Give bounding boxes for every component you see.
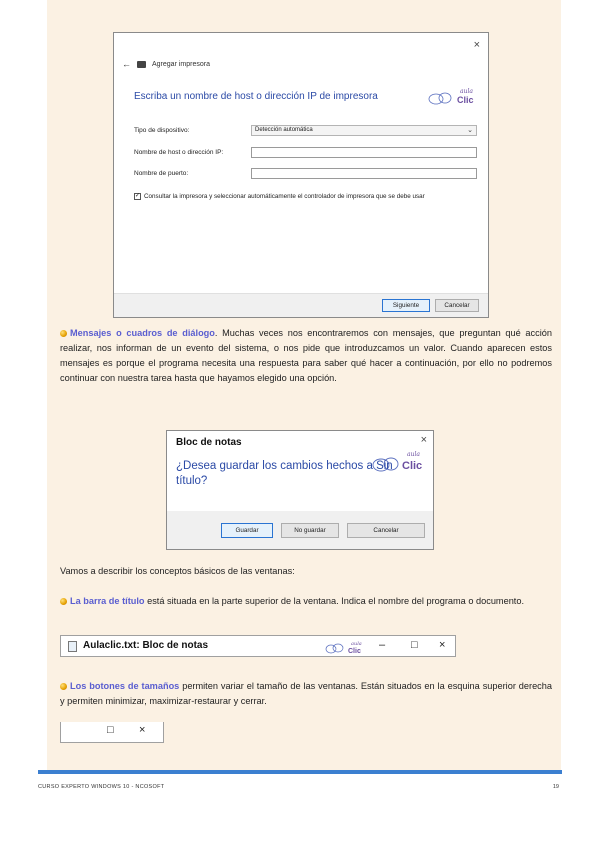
host-input[interactable] — [251, 147, 477, 158]
cancel-button[interactable]: Cancelar — [435, 299, 479, 312]
paragraph-titlebar — [60, 594, 552, 609]
device-type-value: Detección automática — [255, 127, 313, 133]
footer-course: CURSO EXPERTO WINDOWS 10 - NCOSOFT — [38, 784, 165, 790]
window-title: Aulaclic.txt: Bloc de notas — [83, 640, 209, 651]
close-icon[interactable]: × — [139, 724, 146, 736]
paragraph-text: está situada en la parte superior de la ventana. Indica el nombre del programa o documento. — [144, 596, 525, 606]
logo-text-top: aula — [351, 641, 362, 647]
paragraph-text: permiten variar el tamaño de las ventanas. Están situados en la esquina superior derecha y permiten minimizar, maximizar-restaurar y cerrar. — [60, 681, 552, 706]
paragraph-text: . Muchas veces nos encontraremos con mensajes, que preguntan qué acción realizar, nos informan de un evento del sistema, o nos pide que introduzcamos un valor. Cuando aparecen estos mensajes es porque el programa necesita una respuesta para saber qué hacer a continuación, por ello no podremos continuar con nuestra tarea hasta que hayamos elegido una opción. — [60, 328, 552, 383]
aulaclic-logo — [323, 639, 369, 655]
close-icon[interactable]: × — [420, 434, 427, 446]
logo-text-bottom: Clic — [402, 460, 423, 472]
save-button[interactable]: Guardar — [221, 523, 273, 538]
paragraph-sizebuttons — [60, 679, 552, 709]
port-label: Nombre de puerto: — [134, 170, 189, 177]
notepad-save-dialog — [166, 430, 434, 550]
maximize-icon[interactable]: □ — [411, 639, 418, 651]
paragraph-heading: Los botones de tamaños — [70, 681, 180, 691]
chevron-down-icon: ⌄ — [467, 127, 473, 134]
logo-text-top: aula — [460, 88, 473, 95]
port-input[interactable] — [251, 168, 477, 179]
size-buttons-sample — [60, 722, 164, 743]
titlebar-sample — [60, 635, 456, 657]
dialog-header — [122, 59, 210, 69]
printer-icon — [137, 61, 146, 68]
dont-save-button[interactable]: No guardar — [281, 523, 339, 538]
device-type-select[interactable] — [251, 125, 477, 136]
bullet-icon — [60, 330, 67, 337]
close-icon[interactable]: × — [439, 639, 446, 651]
page-number: 19 — [552, 784, 559, 790]
dialog-title: Bloc de notas — [176, 437, 242, 448]
checkbox[interactable]: ✓ — [135, 193, 141, 199]
dialog-header-label: Agregar impresora — [152, 60, 210, 68]
query-printer-option[interactable] — [134, 193, 425, 200]
next-button[interactable]: Siguiente — [382, 299, 430, 312]
aulaclic-logo — [422, 85, 478, 107]
dialog-footer — [167, 511, 433, 549]
dialog-footer — [114, 293, 488, 317]
bullet-icon — [60, 683, 67, 690]
footer-rule — [38, 770, 562, 774]
back-arrow-icon[interactable]: ← — [122, 59, 131, 69]
bullet-icon — [60, 598, 67, 605]
close-icon[interactable]: × — [473, 39, 480, 51]
paragraph-dialogs — [60, 326, 552, 386]
minimize-icon[interactable]: – — [379, 639, 386, 651]
paragraph-heading: Mensajes o cuadros de diálogo — [70, 328, 215, 338]
checkbox-label: Consultar la impresora y seleccionar automáticamente el controlador de impresora que se debe usar — [144, 193, 425, 200]
add-printer-dialog — [113, 32, 489, 318]
dialog-question: ¿Desea guardar los cambios hechos a Sin título? — [176, 460, 393, 487]
intro-text: Vamos a describir los conceptos básicos de las ventanas: — [60, 566, 295, 576]
dialog-title: Escriba un nombre de host o dirección IP de impresora — [134, 91, 378, 102]
host-label: Nombre de host o dirección IP: — [134, 149, 224, 156]
maximize-icon[interactable]: □ — [107, 724, 114, 736]
device-type-label: Tipo de dispositivo: — [134, 127, 190, 134]
logo-text-top: aula — [407, 451, 420, 458]
cancel-button[interactable]: Cancelar — [347, 523, 425, 538]
paragraph-heading: La barra de título — [70, 596, 145, 606]
logo-text-bottom: Clic — [457, 95, 474, 105]
logo-text-bottom: Clic — [348, 648, 361, 655]
notepad-icon — [68, 641, 77, 652]
